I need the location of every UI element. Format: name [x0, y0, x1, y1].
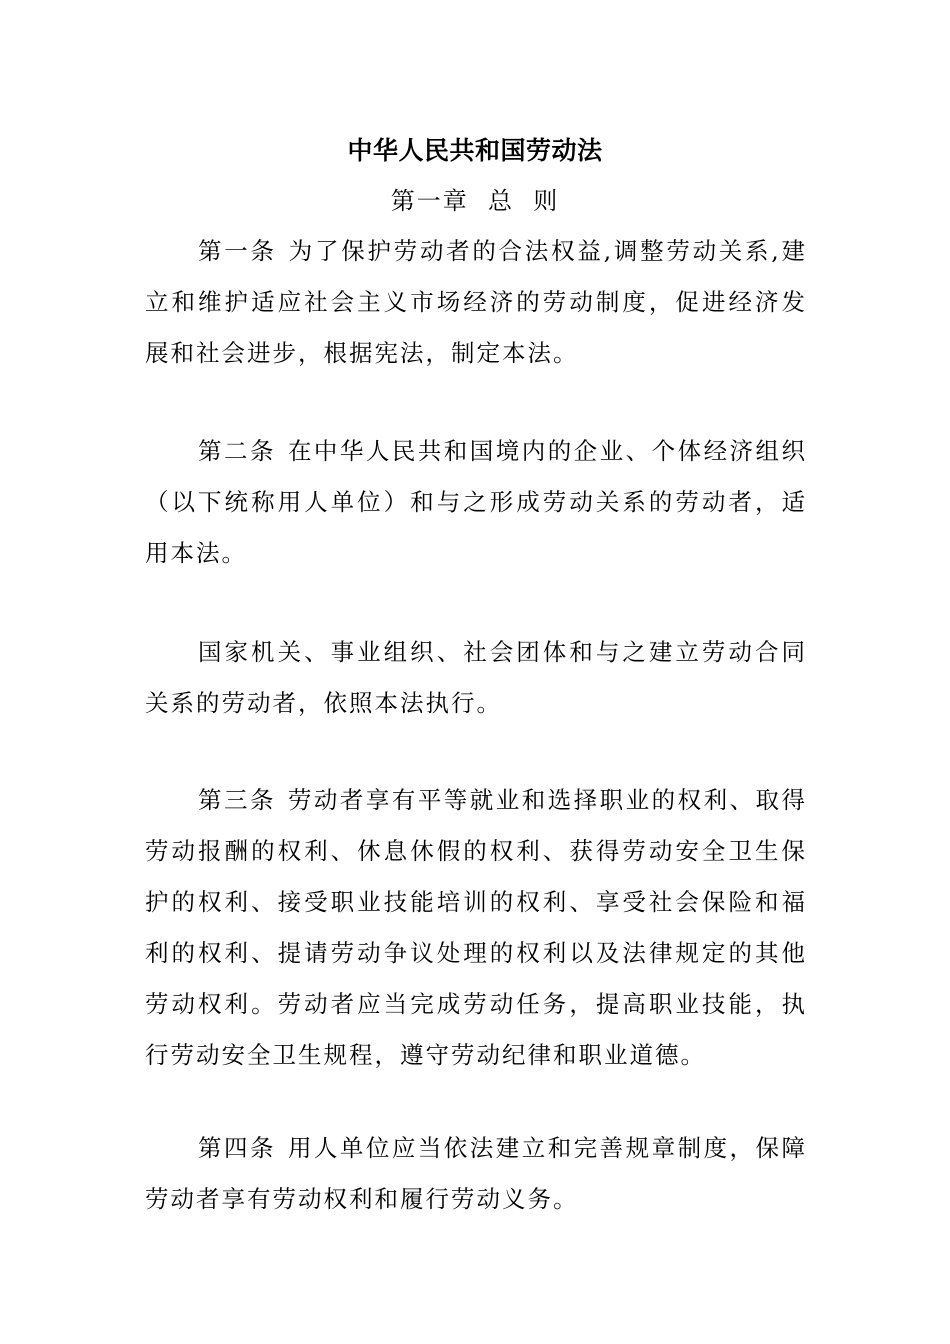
article-text: 用人单位应当依法建立和完善规章制度，保障劳动者享有劳动权利和履行劳动义务。: [145, 1134, 808, 1213]
article-3-paragraph: [145, 775, 807, 1081]
article-text: 劳动者享有平等就业和选择职业的权利、取得劳动报酬的权利、休息休假的权利、获得劳动安全卫生保护的权利、接受职业技能培训的权利、享受社会保险和福利的权利、提请劳动争议处理的权利以及法律规定的其他劳动权利。劳动者应当完成劳动任务，提高职业技能，执行劳动安全卫生规程，遵守劳动纪律和职业道德。: [145, 786, 808, 1069]
article-4-paragraph: [145, 1123, 807, 1225]
article-1-paragraph: [145, 226, 807, 379]
article-label: 第三条: [198, 786, 276, 814]
article-text: 国家机关、事业组织、社会团体和与之建立劳动合同关系的劳动者，依照本法执行。: [145, 638, 807, 717]
article-label: 第二条: [198, 437, 276, 465]
article-text: 为了保护劳动者的合法权益,调整劳动关系,建立和维护适应社会主义市场经济的劳动制度，促进经济发展和社会进步，根据宪法，制定本法。: [145, 237, 807, 367]
article-label: 第一条: [198, 237, 277, 265]
document-title: 中华人民共和国劳动法: [347, 136, 603, 165]
chapter-heading: 第一章 总 则: [390, 187, 560, 215]
article-2-clause-paragraph: [145, 627, 807, 729]
article-text: 在中华人民共和国境内的企业、个体经济组织（以下统称用人单位）和与之形成劳动关系的劳动者，适用本法。: [145, 437, 808, 567]
article-label: 第四条: [198, 1134, 276, 1162]
article-2-paragraph: [145, 426, 807, 579]
